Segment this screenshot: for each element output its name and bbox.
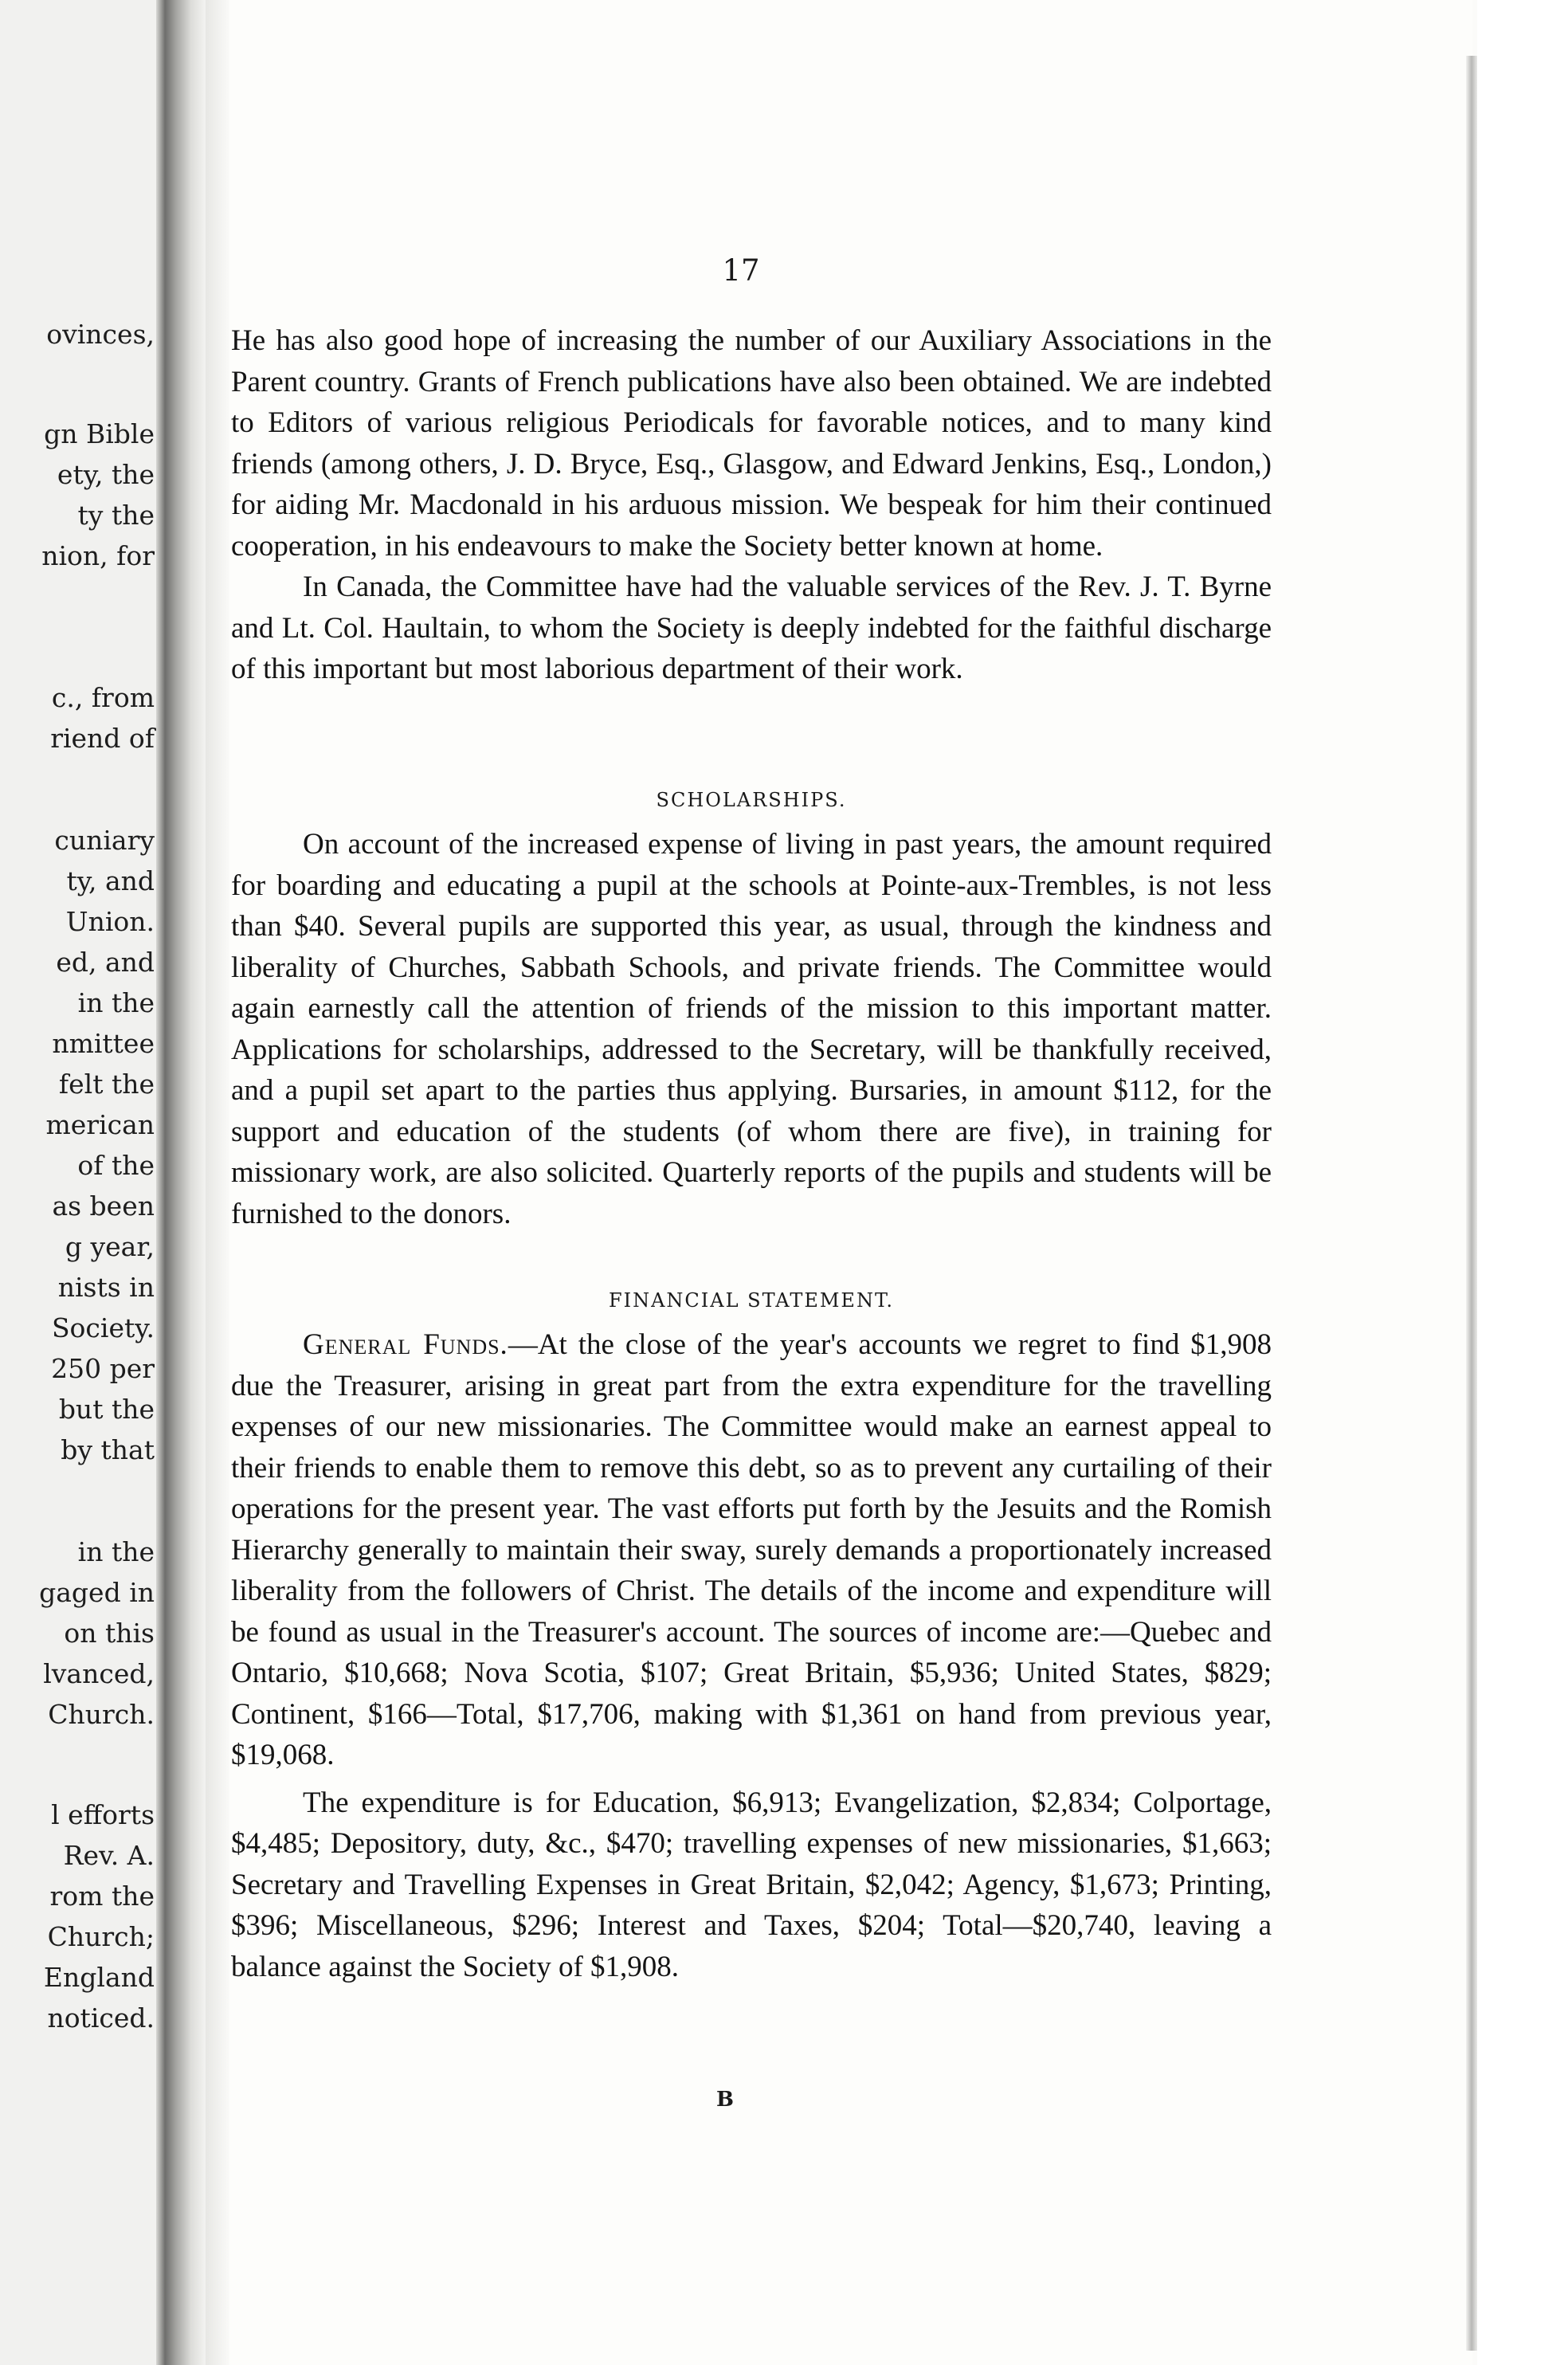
previous-page-line: lvanced, (43, 1658, 155, 1689)
previous-page-line: ovinces, (46, 319, 155, 350)
previous-page-line: cuniary (54, 825, 155, 856)
gutter-shadow (206, 0, 229, 2365)
previous-page-line: nists in (57, 1272, 155, 1303)
page-number: 17 (722, 253, 760, 288)
financial-heading: FINANCIAL STATEMENT. (608, 1289, 895, 1312)
previous-page-line: but the (58, 1394, 155, 1425)
previous-page-line: ed, and (56, 947, 155, 978)
page-edge (1466, 56, 1477, 2351)
previous-page-line: l efforts (51, 1799, 155, 1830)
binding-gutter (156, 0, 206, 2365)
previous-page-line: riend of (50, 723, 155, 754)
signature-mark: B (716, 2088, 734, 2112)
previous-page-line: nion, for (41, 540, 155, 571)
previous-page-line: gn Bible (44, 418, 155, 449)
previous-page-line: c., from (51, 682, 155, 713)
financial-section (231, 1324, 1272, 1987)
previous-page-line: Union. (65, 906, 155, 937)
previous-page-line: nmittee (52, 1028, 155, 1059)
previous-page-line: on this (64, 1618, 155, 1649)
previous-page-line: as been (52, 1190, 155, 1222)
general-funds-paragraph (231, 1324, 1272, 1776)
previous-page-line: felt the (58, 1069, 155, 1100)
previous-page-line: rom the (49, 1881, 155, 1912)
previous-page-line: noticed. (47, 2002, 155, 2034)
scholarships-paragraph: On account of the increased expense of living in past years, the amount required for boarding and educating a pupil at the schools at Pointe-aux-Trembles, is not less than $40. Several pupils are supported this year, as usual, through the kindness and liberality of Churches, Sabbath Schools, and private friends. The Committee would again earnestly call the attention of friends of the mission to this important matter. Applications for scholarships, addressed to the Secretary, will be thankfully received, and a pupil set apart to the parties thus applying. Bursaries, in amount $112, for the support and education of the students (of whom there are five), in training for missionary work, are also solicited. Quarterly reports of the pupils and students will be furnished to the donors. (231, 828, 1272, 1230)
previous-page-line: ty the (77, 500, 155, 531)
previous-page-line: ety, the (57, 459, 155, 490)
previous-page-line: merican (45, 1109, 155, 1140)
previous-page-line: g year, (65, 1231, 155, 1262)
intro-section (231, 320, 1272, 690)
scholarships-section (231, 824, 1272, 1234)
canada-paragraph: In Canada, the Committee have had the valuable services of the Rev. J. T. Byrne and Lt. Col. Haultain, to whom the Society is deeply indebted for the faithful discharge of this important but most laborious department of their work. (231, 571, 1272, 685)
previous-page-line: 250 per (51, 1353, 155, 1384)
previous-page-line: Society. (51, 1312, 155, 1343)
intro-paragraph: He has also good hope of increasing the number of our Auxiliary Associations in the Parent country. Grants of French publications have also been obtained. We are indebted to Editors of various religious Periodicals for favorable notices, and to many kind friends (among others, J. D. Bryce, Esq., Glasgow, and Edward Jenkins, Esq., London,) for aiding Mr. Macdonald in his arduous mission. We bespeak for him their continued cooperation, in his endeavours to make the Society better known at home. (231, 324, 1272, 563)
general-funds-label: General Funds. (303, 1328, 508, 1361)
previous-page-line: gaged in (39, 1577, 155, 1608)
previous-page-line: of the (77, 1150, 155, 1181)
previous-page-line: ty, and (66, 865, 155, 896)
previous-page-line: in the (77, 1536, 155, 1567)
scan-margin (1477, 0, 1568, 2365)
previous-page-line: Church; (47, 1921, 155, 1952)
previous-page-line: by that (61, 1434, 155, 1465)
previous-page-line: in the (77, 987, 155, 1018)
previous-page-line: England (43, 1962, 155, 1993)
previous-page-fragment (0, 0, 159, 2365)
general-funds-text: —At the close of the year's accounts we regret to find $1,908 due the Treasurer, arising in great part from the extra expenditure for the travelling expenses of our new missionaries. The Committee would make an earnest appeal to their friends to enable them to remove this debt, so as to prevent any curtailing of their operations for the present year. The vast efforts put forth by the Jesuits and the Romish Hierarchy generally to maintain their sway, surely demands a proportionately increased liberality from the followers of Christ. The details of the income and expenditure will be found as usual in the Treasurer's account. The sources of income are:—Quebec and Ontario, $10,668; Nova Scotia, $107; Great Britain, $5,936; United States, $829; Continent, $166—Total, $17,706, making with $1,361 on hand from previous year, $19,068. (231, 1328, 1272, 1771)
previous-page-line: Church. (48, 1699, 155, 1730)
scholarships-heading: SCHOLARSHIPS. (656, 789, 847, 811)
previous-page-line: Rev. A. (63, 1840, 155, 1871)
expenditure-paragraph: The expenditure is for Education, $6,913; Evangelization, $2,834; Colportage, $4,485; Depository, duty, &c., $470; travelling expenses of new missionaries, $1,663; Secretary and Travelling Expenses in Great Britain, $2,042; Agency, $1,673; Printing, $396; Miscellaneous, $296; Interest and Taxes, $204; Total—$20,740, leaving a balance against the Society of $1,908. (231, 1786, 1272, 1983)
